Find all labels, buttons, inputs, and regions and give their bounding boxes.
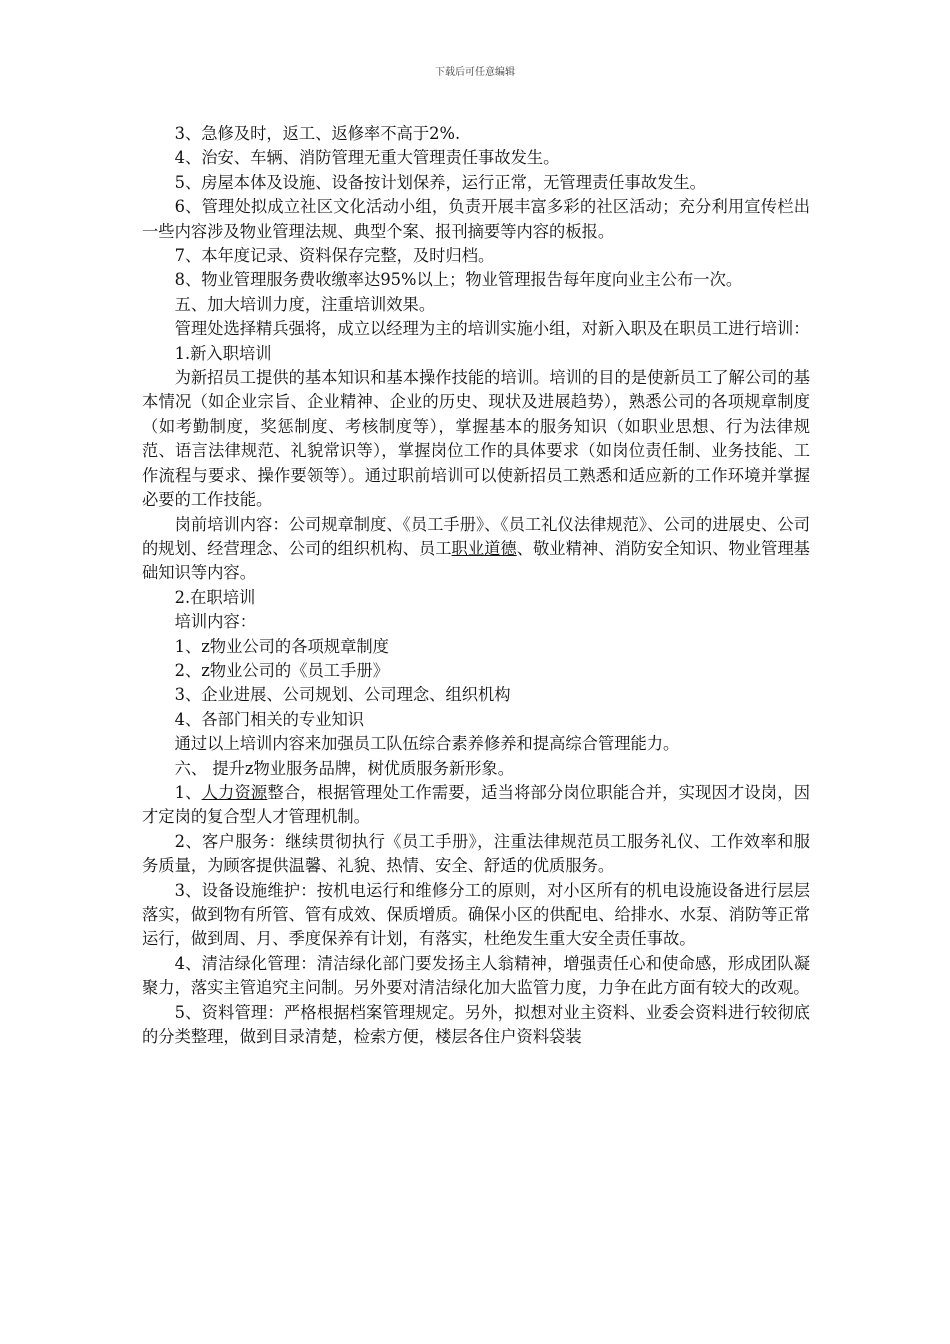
paragraph: 3、急修及时，返工、返修率不高于2%.: [174, 124, 461, 143]
paragraph: 5、资料管理：严格根据档案管理规定。另外，拟想对业主资料、业委会资料进行较彻底的分类整理，做到目录清楚，检索方便，楼层各住户资料袋装: [142, 1002, 810, 1047]
list-item: 2、z物业公司的《员工手册》: [174, 660, 389, 680]
paragraph: [142, 513, 810, 586]
paragraph: 6、管理处拟成立社区文化活动小组，负责开展丰富多彩的社区活动；充分利用宣传栏出一些内容涉及物业管理法规、典型个案、报刊摘要等内容的板报。: [142, 197, 810, 241]
paragraph-text: 、敬业精神、消防安全知识、物业管理基础知识等内容。: [142, 538, 810, 583]
list-item: 1、z物业公司的各项规章制度: [174, 636, 389, 656]
paragraph: 8、物业管理服务费收缴率达95%以上；物业管理报告每年度向业主公布一次。: [174, 270, 743, 290]
paragraph: 管理处选择精兵强将，成立以经理为主的培训实施小组，对新入职及在职员工进行培训：: [174, 319, 810, 339]
paragraph-text: 岗前培训内容：公司规章制度、《员工手册》、《员工礼仪法律规范》、公司的进展史、公司的规划、经营理念、公司的组织机构、员工: [142, 514, 810, 558]
paragraph-text: 1、: [174, 782, 202, 802]
paragraph: 4、清洁绿化管理：清洁绿化部门要发扬主人翁精神，增强责任心和使命感，形成团队凝聚力，落实主管追究主问制。另外要对清洁绿化加大监管力度，力争在此方面有较大的改观。: [142, 953, 810, 998]
list-item: 3、企业进展、公司规划、公司理念、组织机构: [174, 685, 511, 705]
hyperlink-human-resources[interactable]: 人力资源: [201, 782, 268, 802]
paragraph: 3、设备设施维护：按机电运行和维修分工的原则，对小区所有的机电设施设备进行层层落实，做到物有所管、管有成效、保质增质。确保小区的供配电、给排水、水泵、消防等正常运行，做到周、月、季度保养有计划，有落实，杜绝发生重大安全责任事故。: [142, 880, 810, 949]
paragraph: 2、客户服务：继续贯彻执行《员工手册》，注重法律规范员工服务礼仪、工作效率和服务质量，为顾客提供温馨、礼貌、热情、安全、舒适的优质服务。: [142, 831, 810, 876]
page-header-note: 下载后可任意编辑: [435, 67, 515, 78]
hyperlink-professional-ethics[interactable]: 职业道德: [451, 538, 517, 558]
document-body: [142, 122, 810, 1049]
subsection-heading: 2.在职培训: [174, 587, 256, 607]
paragraph-text: 整合，根据管理处工作需要，适当将部分岗位职能合并，实现因才设岗，因才定岗的复合型人才管理机制。: [142, 782, 810, 827]
list-item: 4、各部门相关的专业知识: [174, 709, 365, 729]
section-heading: 五、加大培训力度，注重培训效果。: [174, 294, 436, 314]
subsection-heading: 1.新入职培训: [174, 343, 272, 363]
paragraph: 通过以上培训内容来加强员工队伍综合素养修养和提高综合管理能力。: [174, 734, 680, 754]
paragraph: 7、本年度记录、资料保存完整，及时归档。: [174, 246, 495, 266]
paragraph: [142, 781, 810, 830]
paragraph: 为新招员工提供的基本知识和基本操作技能的培训。培训的目的是使新员工了解公司的基本情况（如企业宗旨、企业精神、企业的历史、现状及进展趋势），熟悉公司的各项规章制度（如考勤制度，奖惩制度、考核制度等），掌握基本的服务知识（如职业思想、行为法律规范、语言法律规范、礼貌常识等），掌握岗位工作的具体要求（如岗位责任制、业务技能、工作流程与要求、操作要领等）。通过职前培训可以使新招员工熟悉和适应新的工作环境并掌握必要的工作技能。: [142, 368, 810, 510]
section-heading: 六、 提升z物业服务品牌，树优质服务新形象。: [174, 758, 514, 778]
paragraph: 培训内容：: [174, 612, 257, 632]
paragraph: 4、治安、车辆、消防管理无重大管理责任事故发生。: [174, 148, 560, 168]
paragraph: 5、房屋本体及设施、设备按计划保养，运行正常，无管理责任事故发生。: [174, 172, 706, 192]
